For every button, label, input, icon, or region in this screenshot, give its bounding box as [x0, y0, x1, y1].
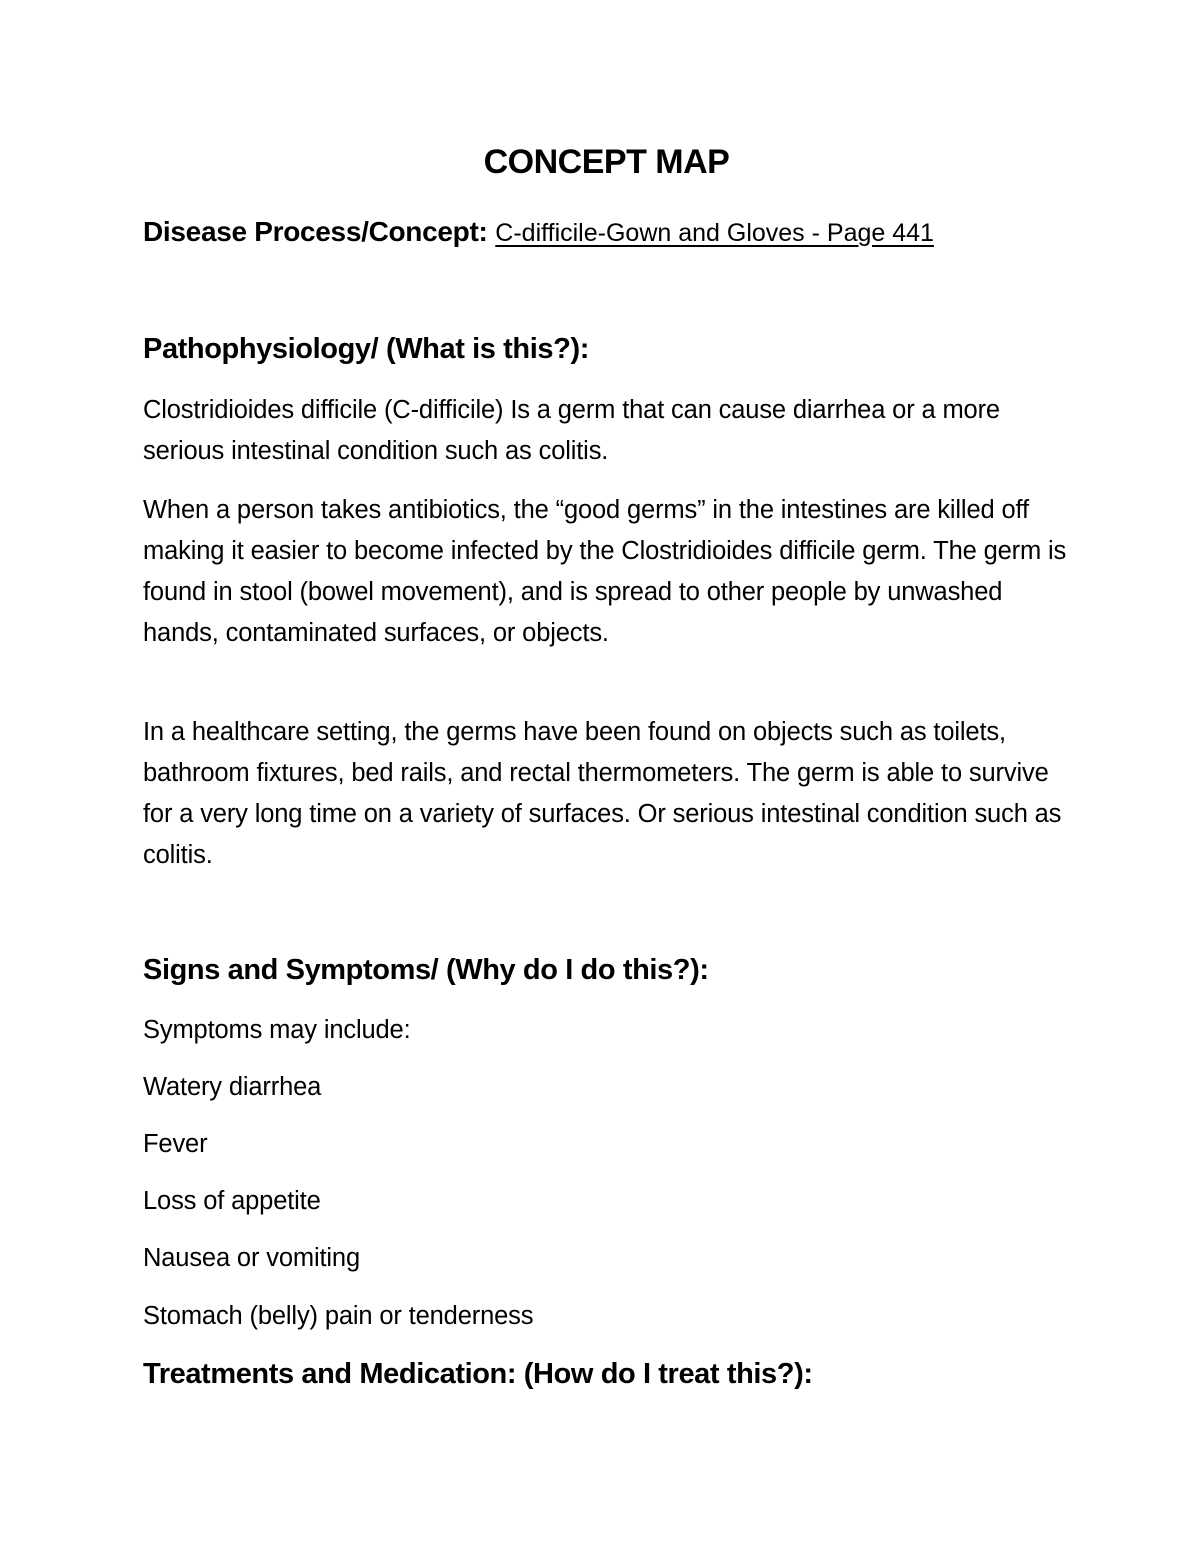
pathophysiology-paragraph: In a healthcare setting, the germs have been found on objects such as toilets, bathroom fixtures, bed rails, and rectal thermometers. The germ is able to survive for a very long time on a variety of surfaces. Or serious intestinal condition such as colitis.: [143, 718, 1062, 869]
pathophysiology-paragraph: Clostridioides difficile (C-difficile) Is a germ that can cause diarrhea or a more serious intestinal condition such as colitis.: [143, 396, 1000, 465]
symptom-item: Loss of appetite: [143, 1187, 321, 1215]
symptom-item: Nausea or vomiting: [143, 1244, 360, 1272]
symptom-item: Fever: [143, 1130, 208, 1158]
pathophysiology-paragraph: When a person takes antibiotics, the “good germs” in the intestines are killed off making it easier to become infected by the Clostridioides difficile germ. The germ is found in stool (bowel movement), and is spread to other people by unwashed hands, contaminated surfaces, or objects.: [143, 496, 1067, 647]
concept-value: C-difficile-Gown and Gloves - Page 441: [495, 219, 934, 247]
symptom-item: Watery diarrhea: [143, 1073, 322, 1101]
concept-label: Disease Process/Concept:: [143, 216, 488, 247]
pathophysiology-heading: Pathophysiology/ (What is this?):: [143, 333, 589, 365]
symptom-item: Stomach (belly) pain or tenderness: [143, 1302, 534, 1330]
treatments-heading: Treatments and Medication: (How do I treat this?):: [143, 1358, 813, 1390]
concept-line: [143, 216, 934, 248]
symptoms-intro: Symptoms may include:: [143, 1016, 411, 1044]
signs-heading: Signs and Symptoms/ (Why do I do this?):: [143, 954, 709, 986]
page-title: CONCEPT MAP: [483, 143, 730, 181]
